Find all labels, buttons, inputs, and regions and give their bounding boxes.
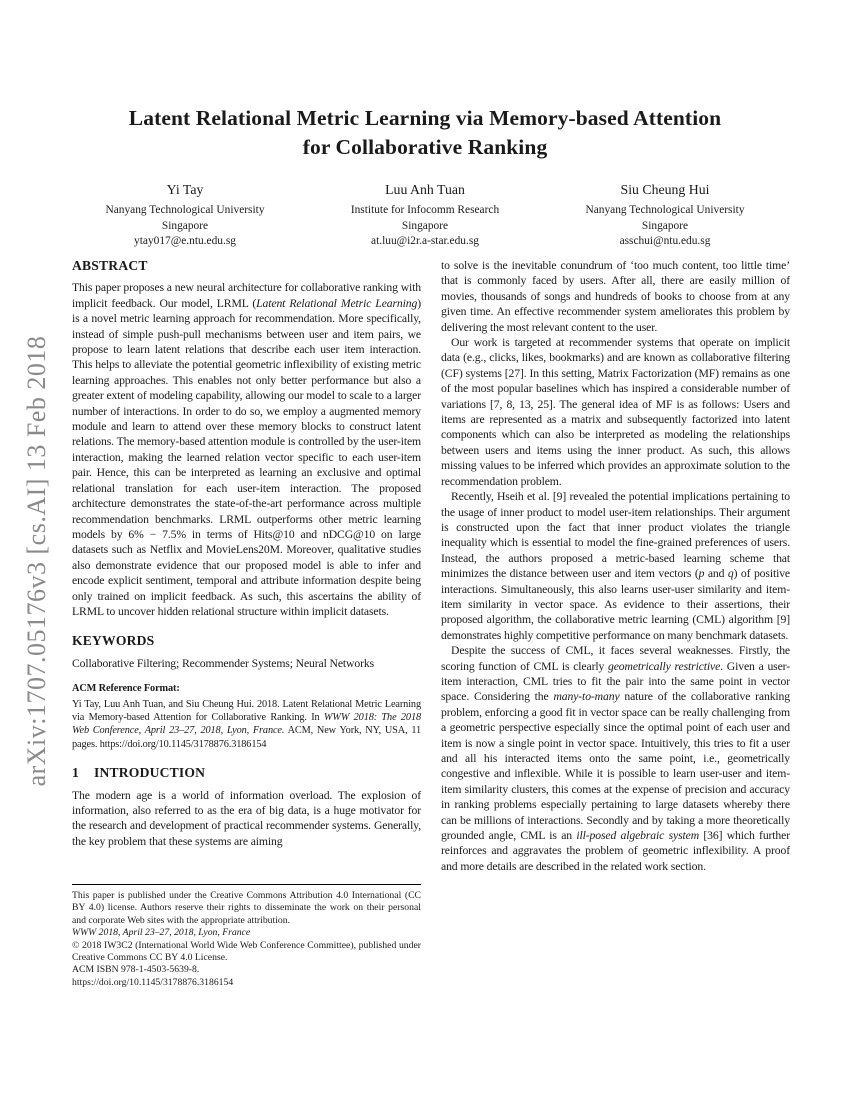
- footnote-license: This paper is published under the Creative Commons Attribution 4.0 International (CC BY 4.0) license. Authors reserve their rights to disseminate the work on their personal and corporate Web sites with the appropriate attribution.: [72, 890, 421, 926]
- author-city: Singapore: [401, 219, 449, 232]
- acm-reference-heading: ACM Reference Format:: [72, 683, 180, 695]
- introduction-heading: [72, 765, 421, 780]
- author-3: [545, 182, 785, 250]
- author-block: [65, 182, 785, 250]
- right-column: [441, 258, 790, 874]
- footnote-venue: WWW 2018, April 23–27, 2018, Lyon, France: [72, 927, 251, 939]
- author-name: Yi Tay: [166, 182, 204, 197]
- author-affiliation: Nanyang Technological University: [105, 204, 265, 216]
- author-email: ytay017@e.ntu.edu.sg: [134, 235, 236, 247]
- body-paragraph: Despite the success of CML, it faces several weaknesses. Firstly, the scoring function of CML is clearly geometrically restrictive. Given a user-item interaction, CML tries to fit the pair into the same point in vector space. Considering the many-to-many nature of the collaborative ranking problem, enforcing a good fit in vector space can be really challenging from a geometric perspective especially since the optimal point of each user and item is now a single point in vector space. Intuitively, this tries to fit a user and all his interacted items onto the same point, i.e., geometrically congestive and inflexible. While it is possible to learn user-user and item-item similarity clusters, this comes at the expense of precision and accuracy in ranking problems especially pertaining to large datasets whereby there can be millions of interactions. Secondly and by taking a more theoretically grounded angle, CML is an ill-posed algebraic system [36] which further reinforces and aggravates the problem of geometric inflexibility. A proof and more details are described in the related work section.: [441, 644, 790, 873]
- footnote-isbn: ACM ISBN 978-1-4503-5639-8.: [72, 964, 200, 976]
- author-name: Siu Cheung Hui: [620, 182, 710, 197]
- paper-title: [65, 104, 785, 162]
- author-affiliation: Institute for Infocomm Research: [350, 204, 500, 216]
- author-2: [305, 182, 545, 250]
- left-column: [72, 258, 421, 849]
- arxiv-watermark: arXiv:1707.05176v3 [cs.AI] 13 Feb 2018: [22, 335, 51, 787]
- body-paragraph: to solve is the inevitable conundrum of ‘too much content, too little time’ that is commonly faced by users. After all, there are easily million of movies, thousands of songs and hundreds of books to choose from at any given time. An effective recommender system ameliorates this problem by delivering the most relevant content to the user.: [441, 259, 790, 334]
- author-1: [65, 182, 305, 250]
- author-affiliation: Nanyang Technological University: [585, 204, 745, 216]
- footnote-copyright: © 2018 IW3C2 (International World Wide Web Conference Committee), published under Creative Commons CC BY 4.0 License.: [72, 939, 421, 964]
- abstract-heading: ABSTRACT: [72, 258, 148, 273]
- author-city: Singapore: [641, 219, 689, 232]
- footnote-doi-link[interactable]: https://doi.org/10.1145/3178876.3186154: [72, 976, 234, 988]
- section-number: 1: [72, 765, 79, 781]
- author-name: Luu Anh Tuan: [385, 182, 465, 197]
- acm-reference-text: Yi Tay, Luu Anh Tuan, and Siu Cheung Hui. 2018. Latent Relational Metric Learning via Memory-based Attention for Collaborative Ranking. In WWW 2018: The 2018 Web Conference, April 23–27, 2018, Lyon, France. ACM, New York, NY, USA, 11 pages. https://doi.org/10.1145/3178876.3186154: [72, 698, 422, 750]
- body-paragraph: Our work is targeted at recommender systems that operate on implicit data (e.g., clicks, likes, bookmarks) and are known as collaborative filtering (CF) systems [27]. In this setting, Matrix Factorization (MF) remains as one of the most popular baselines which has inspired a considerable number of variations [7, 8, 13, 25]. The general idea of MF is as follows: Users and items are represented as a matrix and subsequently factorized into latent components which can also be interpreted as modeling the relationships between users and items using the inner product. As such, this allows missing values to be inferred which provides an approximate solution to the recommendation problem.: [441, 336, 790, 488]
- footnote-block: [72, 884, 421, 989]
- section-title: INTRODUCTION: [94, 765, 206, 781]
- keywords-heading: KEYWORDS: [72, 633, 155, 649]
- author-email: at.luu@i2r.a-star.edu.sg: [371, 235, 479, 247]
- paper-title-line2: for Collaborative Ranking: [302, 135, 548, 159]
- keywords-text: Collaborative Filtering; Recommender Systems; Neural Networks: [72, 656, 375, 670]
- introduction-paragraph: The modern age is a world of information overload. The explosion of information, also referred to as the era of big data, is a huge motivator for the research and development of practical recommender systems. Generally, the key problem that these systems are aiming: [72, 788, 421, 848]
- author-email: asschui@ntu.edu.sg: [619, 235, 711, 247]
- paper-title-line1: Latent Relational Metric Learning via Memory-based Attention: [128, 106, 722, 130]
- body-paragraph: Recently, Hseih et al. [9] revealed the potential implications pertaining to the usage of inner product to model user-item relationships. Their argument is constructed upon the fact that inner product violates the triangle inequality which is essential to model the fine-grained preferences of users. Instead, the authors proposed a metric-based learning scheme that minimizes the distance between user and item vectors (p and q) of positive interactions. Simultaneously, this also learns user-user similarity and item-item similarity in vector space. As evidence to their assertions, their proposed algorithm, the collaborative metric learning (CML) algorithm [9] demonstrates highly competitive performance on many benchmark datasets.: [441, 490, 790, 642]
- author-city: Singapore: [161, 219, 209, 232]
- abstract-text: This paper proposes a new neural architecture for collaborative ranking with implicit feedback. Our model, LRML (Latent Relational Metric Learning) is a novel metric learning approach for recommendation. More specifically, instead of simple push-pull mechanisms between user and item pairs, we propose to learn latent relations that describe each user item interaction. This helps to alleviate the potential geometric inflexibility of existing metric learning approaches. This enables not only better performance but also a greater extent of modeling capability, allowing our model to scale to a larger number of interactions. In order to do so, we employ a augmented memory module and learn to attend over these memory blocks to construct latent relations. The memory-based attention module is controlled by the user-item interaction, making the learned relation vector specific to each user-item pair. Hence, this can be interpreted as learning an exclusive and optimal relational translation for each user-item interaction. The proposed architecture demonstrates the state-of-the-art performance across multiple recommendation benchmarks. LRML outperforms other metric learning models by 6% − 7.5% in terms of Hits@10 and nDCG@10 on large datasets such as Netflix and MovieLens20M. Moreover, qualitative studies also demonstrate evidence that our proposed model is able to infer and encode explicit sentiment, temporal and attribute information despite being only trained on implicit feedback. As such, this ascertains the ability of LRML to uncover hidden relational structure within implicit datasets.: [72, 281, 421, 618]
